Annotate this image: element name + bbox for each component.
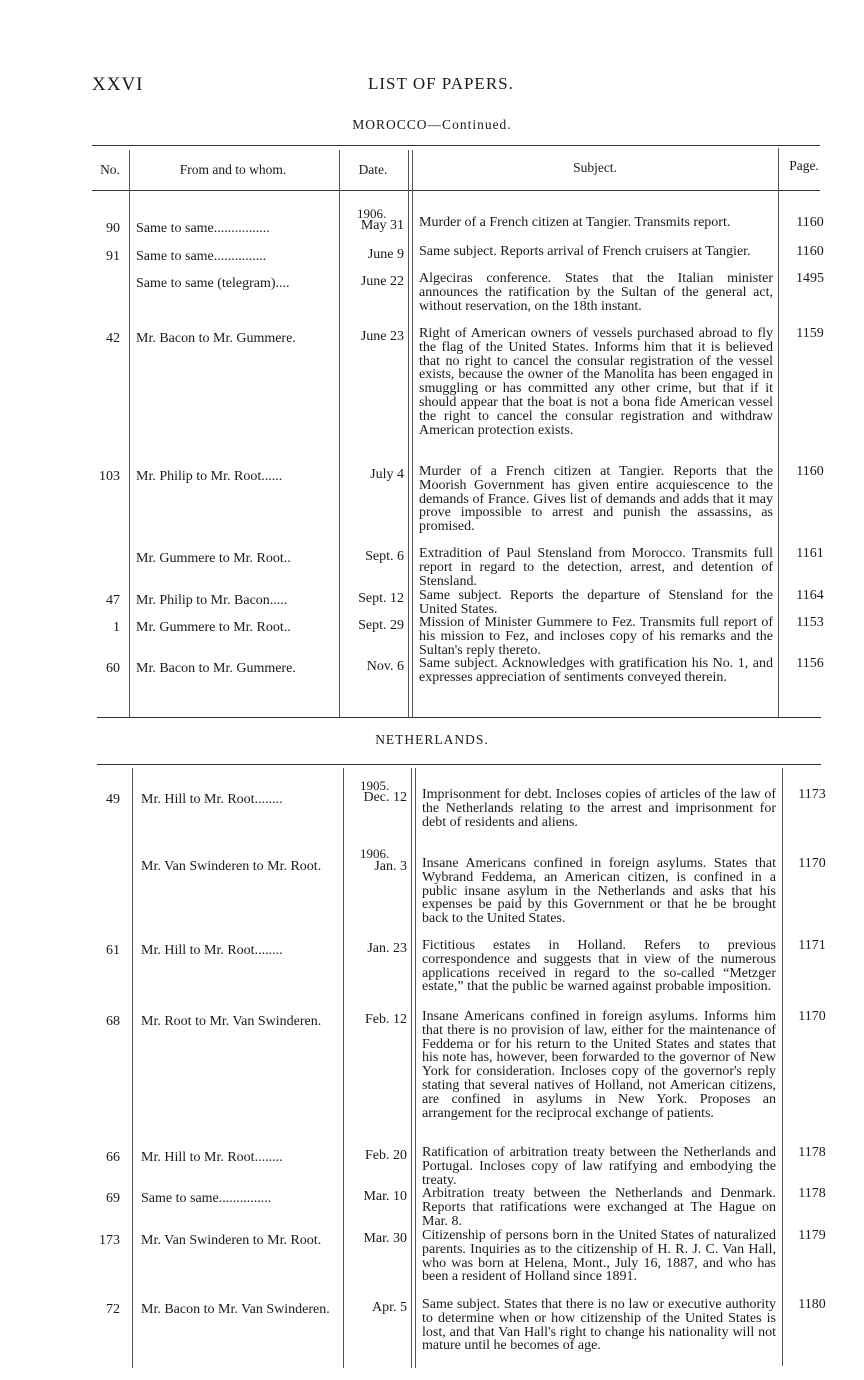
row-subject: Same subject. States that there is no law or executive authority to determine when or how citizenship of the United States is lost, and that Van Hall's right to change his nationality will not mature until he becomes of age. — [422, 1297, 776, 1354]
row-correspondents: Mr. Bacon to Mr. Gummere. — [136, 662, 296, 676]
row-date: Mar. 10 — [363, 1189, 407, 1204]
row-page: 1160 — [796, 244, 824, 259]
table-top-rule — [97, 764, 821, 765]
section-title-netherlands: NETHERLANDS. — [375, 732, 489, 747]
row-subject: Insane Americans confined in foreign asylums. States that Wybrand Feddema, an American citizen, is confined in a public insane asylum in the Netherlands and asks that his expenses be paid by this Government or that he be brought back to the United States. — [422, 856, 776, 927]
row-number: 1 — [113, 620, 120, 635]
row-correspondents: Mr. Bacon to Mr. Van Swinderen. — [141, 1302, 330, 1317]
row-page: 1156 — [796, 656, 824, 671]
row-correspondents: Mr. Van Swinderen to Mr. Root. — [141, 859, 322, 874]
col-divider — [343, 768, 344, 1368]
row-date: Sept. 12 — [358, 591, 404, 606]
row-correspondents: Mr. Gummere to Mr. Root.. — [136, 621, 291, 635]
row-page: 1170 — [798, 856, 826, 871]
row-page: 1160 — [796, 215, 824, 230]
row-correspondents: Mr. Van Swinderen to Mr. Root. — [141, 1233, 322, 1248]
row-subject: Arbitration treaty between the Netherlands and Denmark. Reports that ratifications were exchanged at The Hague on Mar. 8. — [422, 1186, 776, 1229]
row-number: 49 — [106, 792, 120, 807]
row-subject: Insane Americans confined in foreign asylums. Informs him that there is no provision of law, either for the maintenance of Feddema or for his return to the United States and states that his note has, however, been forwarded to the governor of New York for consideration. Incloses copy of the governor's reply stating that several natives of Holland, not American citizens, are confined in asylums in New York. Proposes an arrangement for the reciprocal exchange of patients. — [422, 1009, 776, 1121]
row-date: Mar. 30 — [363, 1231, 407, 1246]
row-date: June 23 — [360, 329, 404, 344]
row-correspondents: Mr. Gummere to Mr. Root.. — [136, 552, 291, 566]
row-page: 1179 — [798, 1228, 826, 1243]
row-correspondents: Same to same (telegram).... — [136, 277, 290, 291]
table-header-rule — [92, 190, 820, 191]
row-number: 61 — [106, 943, 120, 958]
section-title-morocco: MOROCCO—Continued. — [352, 117, 512, 132]
row-subject: Mission of Minister Gummere to Fez. Transmits full report of his mission to Fez, and incloses copy of his remarks and the Sultan's reply thereto. — [419, 615, 773, 658]
col-divider — [782, 768, 783, 1366]
row-correspondents: Mr. Bacon to Mr. Gummere. — [136, 332, 296, 346]
row-number: 42 — [106, 331, 120, 346]
col-divider — [408, 150, 409, 718]
row-number: 90 — [106, 221, 120, 236]
row-correspondents: Mr. Root to Mr. Van Swinderen. — [141, 1014, 322, 1029]
row-subject: Fictitious estates in Holland. Refers to previous correspondence and suggests that in view of the numerous applications received in regard to the so-called “Metzger estate,” that the public be warned against probable imposition. — [422, 938, 776, 995]
row-date: Feb. 20 — [365, 1148, 407, 1163]
col-header-subject: Subject. — [573, 160, 617, 175]
row-correspondents: Mr. Hill to Mr. Root........ — [141, 944, 283, 958]
year-label: 1905. — [360, 778, 390, 793]
col-divider — [411, 768, 412, 1368]
col-divider — [339, 150, 340, 718]
row-subject: Murder of a French citizen at Tangier. Reports that the Moorish Government has given entire acquiescence to the demands of France. Gives list of demands and adds that it may prove impossible to arrest and punish the assassins, as promised. — [419, 464, 773, 535]
row-correspondents: Same to same............... — [136, 250, 267, 264]
row-date: May 31 — [360, 218, 404, 233]
year-label: 1906. — [357, 206, 387, 221]
row-date: Sept. 6 — [365, 549, 404, 564]
row-number: 91 — [106, 249, 120, 264]
col-divider — [778, 148, 779, 718]
row-subject: Citizenship of persons born in the United States of naturalized parents. Inquiries as to the citizenship of H. R. J. C. Van Hall, who was born at Helena, Mont., July 16, 1887, and who has been a resident of Holland since 1891. — [422, 1228, 776, 1285]
row-correspondents: Mr. Philip to Mr. Bacon..... — [136, 594, 288, 608]
table-top-rule — [92, 145, 820, 146]
row-number: 173 — [99, 1233, 120, 1248]
row-date: Feb. 12 — [365, 1012, 407, 1027]
row-date: June 9 — [367, 247, 404, 262]
row-page: 1170 — [798, 1009, 826, 1024]
row-page: 1173 — [798, 787, 826, 802]
row-subject: Extradition of Paul Stensland from Morocco. Transmits full report in regard to the detection, arrest, and detention of Stensland. — [419, 546, 773, 589]
row-subject: Ratification of arbitration treaty between the Netherlands and Portugal. Incloses copy of law ratifying and embodying the treaty. — [422, 1145, 776, 1188]
col-divider — [415, 768, 416, 1368]
row-page: 1153 — [796, 615, 824, 630]
row-subject: Same subject. Reports the departure of Stensland for the United States. — [419, 588, 773, 617]
row-correspondents: Mr. Hill to Mr. Root........ — [141, 1151, 283, 1165]
col-header-no: No. — [100, 162, 120, 177]
row-subject: Algeciras conference. States that the Italian minister announces the ratification by the Sultan of the general act, without reservation, on the 18th instant. — [419, 271, 773, 314]
page-title: LIST OF PAPERS. — [368, 74, 514, 93]
row-page: 1164 — [796, 588, 824, 603]
table-bottom-rule — [97, 717, 821, 718]
row-date: Apr. 5 — [372, 1300, 407, 1315]
col-header-date: Date. — [358, 162, 388, 177]
row-page: 1171 — [798, 938, 826, 953]
row-number: 72 — [106, 1302, 120, 1317]
col-divider — [129, 150, 130, 718]
row-subject: Right of American owners of vessels purchased abroad to fly the flag of the United States. Informs him that it is believed that no right to cancel the consular registration of the vessel exists, because the owner of the Manolita has been engaged in smuggling or has committed any other crime, but that if it should appear that the boat is not a bona fide American vessel the right to cancel the consular registration and withdraw American protection exists. — [419, 326, 773, 438]
row-date: Jan. 23 — [367, 941, 407, 956]
row-date: June 22 — [360, 274, 404, 289]
row-correspondents: Same to same................ — [136, 222, 270, 236]
row-page: 1180 — [798, 1297, 826, 1312]
row-number: 69 — [106, 1191, 120, 1206]
year-label: 1906. — [360, 846, 390, 861]
row-subject: Murder of a French citizen at Tangier. Transmits report. — [419, 215, 731, 230]
row-date: July 4 — [370, 467, 404, 482]
row-page: 1160 — [796, 464, 824, 479]
row-correspondents: Mr. Philip to Mr. Root...... — [136, 470, 283, 484]
row-number: 60 — [106, 661, 120, 676]
row-number: 68 — [106, 1014, 120, 1029]
row-number: 66 — [106, 1150, 120, 1165]
row-date: Dec. 12 — [363, 790, 407, 805]
row-page: 1495 — [796, 271, 824, 286]
row-number: 47 — [106, 593, 120, 608]
row-date: Sept. 29 — [358, 618, 404, 633]
col-divider — [412, 150, 413, 718]
row-date: Jan. 3 — [374, 859, 407, 874]
row-page: 1159 — [796, 326, 824, 341]
row-subject: Same subject. Reports arrival of French cruisers at Tangier. — [419, 244, 751, 259]
row-subject: Imprisonment for debt. Incloses copies of articles of the law of the Netherlands relating to the arrest and imprisonment for debt of residents and aliens. — [422, 787, 776, 830]
row-correspondents: Same to same............... — [141, 1192, 272, 1206]
row-subject: Same subject. Acknowledges with gratification his No. 1, and expresses appreciation of sentiments conveyed therein. — [419, 656, 773, 685]
col-header-page: Page. — [789, 158, 819, 173]
col-divider — [132, 768, 133, 1368]
row-page: 1178 — [798, 1186, 826, 1201]
row-page: 1161 — [796, 546, 824, 561]
row-date: Nov. 6 — [366, 659, 404, 674]
col-header-from: From and to whom. — [179, 162, 287, 177]
row-number: 103 — [99, 469, 120, 484]
row-correspondents: Mr. Hill to Mr. Root........ — [141, 793, 283, 807]
page-number: XXVI — [92, 74, 144, 95]
row-page: 1178 — [798, 1145, 826, 1160]
